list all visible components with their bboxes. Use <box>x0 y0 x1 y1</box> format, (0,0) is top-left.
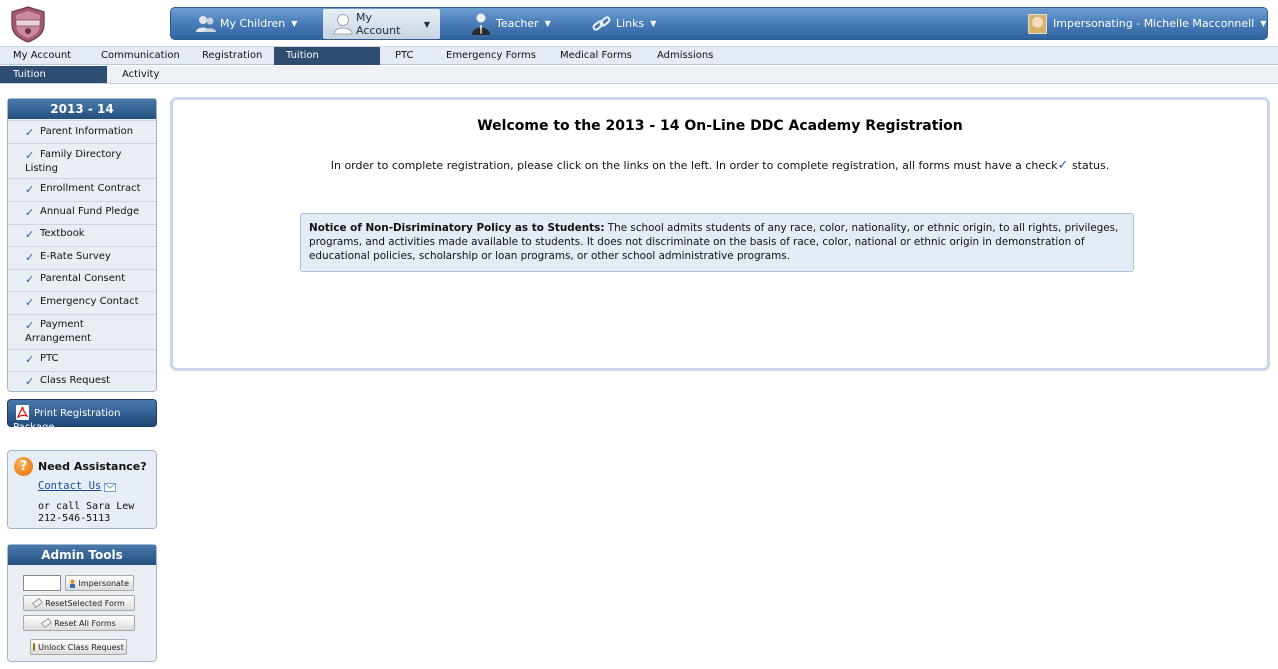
subtab-activity[interactable]: Activity <box>122 69 160 80</box>
impersonate-button[interactable] <box>65 575 134 591</box>
tab-registration[interactable]: Registration <box>202 50 263 61</box>
tab-medical-forms[interactable]: Medical Forms <box>560 50 632 61</box>
people-icon <box>195 15 217 33</box>
primary-tabs <box>0 46 1278 65</box>
checklist-item-ptc[interactable]: ✓ PTC <box>8 349 156 371</box>
top-nav-bar <box>170 7 1268 40</box>
tab-emergency-forms[interactable]: Emergency Forms <box>446 50 536 61</box>
checklist-item-emergency-contact[interactable]: ✓ Emergency Contact <box>8 291 156 314</box>
notice-body: The school admits students of any race, color, nationality, or ethnic origin, to all rights, privileges, programs, and activities made available to students. It does not discriminate on the basis of race, color, national or ethnic origin in demonstration of educational policies, scholarship or loan programs, or other school administrative programs. <box>309 222 1119 262</box>
check-icon: ✓ <box>25 251 35 264</box>
check-icon: ✓ <box>25 353 35 366</box>
pdf-icon <box>16 405 29 420</box>
eraser-icon <box>41 618 52 628</box>
nav-my-account[interactable] <box>323 9 440 39</box>
impersonate-button-label: Impersonate <box>78 578 129 588</box>
assistance-title: Need Assistance? <box>38 460 147 473</box>
page-title: Welcome to the 2013 - 14 On-Line DDC Academy Registration <box>477 118 963 134</box>
chevron-down-icon: ▼ <box>291 19 298 28</box>
eraser-icon <box>32 598 43 608</box>
chevron-down-icon: ▼ <box>650 19 657 28</box>
nav-teacher-label: Teacher <box>496 17 539 30</box>
tab-admissions[interactable]: Admissions <box>657 50 714 61</box>
admin-tools-title: Admin Tools <box>8 545 156 565</box>
check-icon: ✓ <box>25 149 35 162</box>
impersonate-input[interactable] <box>23 575 61 591</box>
teacher-icon <box>469 12 493 36</box>
secondary-tabs <box>0 66 1278 97</box>
tab-my-account[interactable]: My Account <box>13 50 72 61</box>
instructions-before: In order to complete registration, please click on the links on the left. In order to complete registration, all forms must have a check <box>330 159 1058 172</box>
check-icon: ✓ <box>25 319 35 332</box>
checklist-item-parent-information[interactable]: ✓ Parent Information <box>8 120 156 143</box>
nondiscrimination-notice <box>300 213 1134 272</box>
assistance-panel <box>7 450 157 529</box>
check-icon: ✓ <box>25 375 35 388</box>
nav-teacher[interactable] <box>469 8 551 39</box>
check-icon: ✓ <box>1057 158 1069 173</box>
unlock-class-request-label: Unlock Class Request <box>38 642 124 652</box>
avatar <box>1028 14 1047 34</box>
nav-links-label: Links <box>616 17 645 30</box>
instructions-after: status. <box>1071 159 1110 172</box>
checklist-item-family-directory[interactable]: ✓ Family Directory Listing <box>8 143 156 178</box>
contact-us-link[interactable]: Contact Us <box>38 480 102 492</box>
email-icon[interactable] <box>104 482 116 495</box>
nav-links[interactable] <box>591 8 656 39</box>
reset-selected-form-label: ResetSelected Form <box>45 598 125 608</box>
print-button-label-line2: Package <box>13 422 55 433</box>
app-header <box>0 0 1278 46</box>
check-icon: ✓ <box>25 228 35 241</box>
check-icon: ✓ <box>25 273 35 286</box>
call-text: or call Sara Lew <box>38 501 135 512</box>
check-icon: ✓ <box>25 296 35 309</box>
checklist-item-class-request[interactable]: ✓ Class Request <box>8 371 156 393</box>
lock-icon <box>33 643 35 651</box>
print-button-label: Print Registration <box>34 408 121 419</box>
checklist-item-enrollment-contract[interactable]: ✓ Enrollment Contract <box>8 178 156 201</box>
checklist-title: 2013 - 14 <box>8 99 156 119</box>
main-content <box>170 97 1270 371</box>
reset-selected-form-button[interactable] <box>23 595 135 611</box>
user-menu[interactable] <box>1028 8 1266 39</box>
registration-checklist <box>7 98 157 392</box>
nav-my-children-label: My Children <box>220 17 286 30</box>
reset-all-forms-label: Reset All Forms <box>54 618 116 628</box>
check-icon: ✓ <box>25 126 35 139</box>
checklist-item-textbook[interactable]: ✓ Textbook <box>8 224 156 246</box>
checklist-item-annual-fund-pledge[interactable]: ✓ Annual Fund Pledge <box>8 201 156 224</box>
subtab-tuition-contracts[interactable]: Tuition Contracts <box>0 66 107 83</box>
user-icon <box>333 13 353 35</box>
reset-all-forms-button[interactable] <box>23 615 135 631</box>
user-menu-label: Impersonating - Michelle Macconnell <box>1053 17 1255 30</box>
phone-number: 212-546-5113 <box>38 513 111 524</box>
notice-heading: Notice of Non-Disriminatory Policy as to Students: <box>309 222 605 234</box>
help-icon: ? <box>14 457 33 476</box>
nav-my-children[interactable] <box>195 8 297 39</box>
user-icon <box>70 579 75 588</box>
checklist-item-e-rate-survey[interactable]: ✓ E-Rate Survey <box>8 246 156 269</box>
chevron-down-icon: ▼ <box>423 19 430 29</box>
check-icon: ✓ <box>25 183 35 196</box>
checklist-item-parental-consent[interactable]: ✓ Parental Consent <box>8 269 156 291</box>
school-logo-icon[interactable] <box>8 5 48 43</box>
chevron-down-icon: ▼ <box>1260 19 1267 28</box>
unlock-class-request-button[interactable] <box>30 639 127 655</box>
instructions-text <box>173 158 1267 173</box>
tab-tuition-contracts[interactable]: Tuition <box>274 47 380 65</box>
link-icon <box>591 14 613 34</box>
tab-communication[interactable]: Communication <box>101 50 180 61</box>
tab-ptc[interactable]: PTC <box>395 50 414 61</box>
print-registration-button[interactable] <box>7 399 157 433</box>
checklist-item-payment-arrangement[interactable]: ✓ Payment Arrangement <box>8 314 156 349</box>
nav-my-account-label: My Account <box>356 11 401 37</box>
chevron-down-icon: ▼ <box>544 19 551 28</box>
admin-tools-panel <box>7 544 157 662</box>
check-icon: ✓ <box>25 206 35 219</box>
